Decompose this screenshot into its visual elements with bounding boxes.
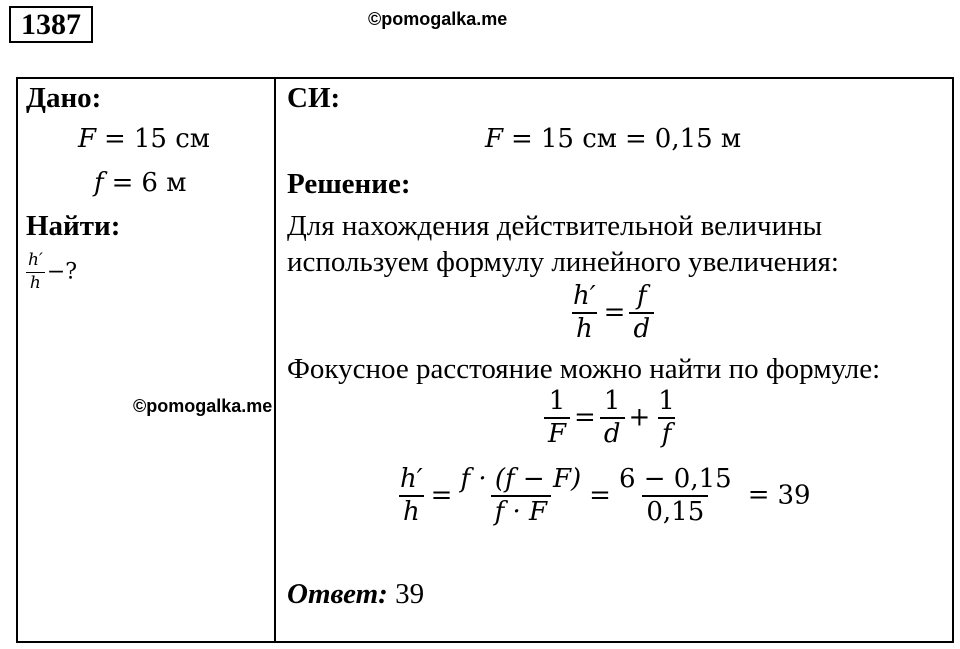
- column-divider: [274, 77, 276, 643]
- formula-thin-lens: $\frac{1}{F}$ = $\frac{1}{d}$ + $\frac{1}{f}$: [540, 388, 683, 449]
- formula-result: $\frac{h'}{h}$ = $\frac{f \cdot (f - F)}{f \cdot F}$ = $\frac{6 - 0,15}{0,15}$ = 39: [400, 464, 811, 528]
- formula-magnification: $\frac{h'}{h}$ = $\frac{f}{d}$: [565, 283, 658, 344]
- answer-line: [287, 578, 424, 611]
- given-item-f: f = 6 м: [94, 168, 187, 198]
- problem-number: 1387: [9, 6, 93, 43]
- given-heading: Дано:: [26, 82, 102, 114]
- si-conversion: F = 15 см = 0,15 м: [485, 124, 742, 154]
- given-item-F: F = 15 см: [78, 124, 210, 154]
- answer-value: 39: [395, 578, 425, 610]
- solution-text-line1: Для нахождения действительной величины: [287, 210, 823, 242]
- si-heading: СИ:: [287, 82, 341, 114]
- solution-heading: Решение:: [287, 168, 411, 200]
- answer-label: Ответ:: [287, 578, 388, 610]
- solution-text-focal: Фокусное расстояние можно найти по формуле:: [287, 353, 881, 385]
- watermark-middle: ©pomogalka.me: [133, 396, 273, 416]
- solution-text-line2: используем формулу линейного увеличения:: [287, 246, 839, 278]
- find-heading: Найти:: [26, 210, 121, 242]
- find-quantity: $\frac{h'}{h}$ −?: [24, 252, 77, 293]
- watermark-top: ©pomogalka.me: [368, 9, 508, 29]
